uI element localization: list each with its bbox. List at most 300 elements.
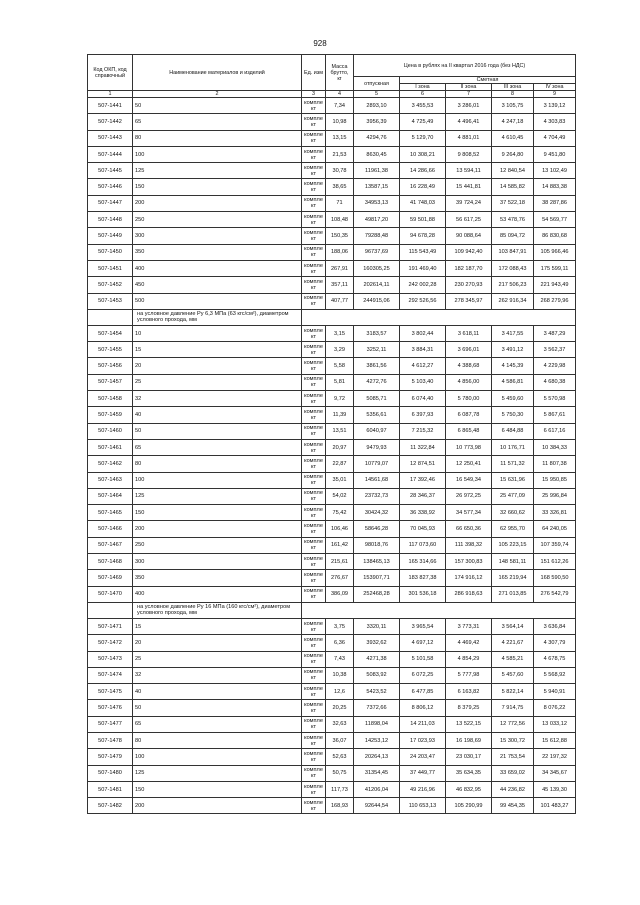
price-zone-4: 4 678,75 (534, 651, 576, 667)
price-wholesale: 4271,38 (354, 651, 400, 667)
item-unit: компле кт (302, 618, 326, 634)
table-row (88, 684, 576, 700)
price-zone-2: 3 696,01 (446, 342, 492, 358)
item-mass: 10,98 (326, 114, 354, 130)
table-row (88, 554, 576, 570)
price-wholesale: 3861,56 (354, 358, 400, 374)
item-name: 450 (133, 277, 302, 293)
price-zone-4: 4 704,49 (534, 130, 576, 146)
item-unit: компле кт (302, 146, 326, 162)
colnum-7: 7 (446, 91, 492, 98)
price-zone-3: 10 176,71 (492, 439, 534, 455)
price-zone-4: 5 570,98 (534, 391, 576, 407)
price-zone-2: 4 469,42 (446, 635, 492, 651)
item-mass: 30,78 (326, 163, 354, 179)
item-code: 507-1464 (88, 488, 133, 504)
price-zone-1: 59 501,88 (400, 212, 446, 228)
item-name: 500 (133, 293, 302, 309)
item-mass: 168,93 (326, 798, 354, 814)
price-zone-3: 217 506,23 (492, 277, 534, 293)
price-wholesale: 3956,39 (354, 114, 400, 130)
item-unit: компле кт (302, 537, 326, 553)
price-zone-4: 15 612,88 (534, 732, 576, 748)
price-zone-4: 9 451,80 (534, 146, 576, 162)
item-unit: компле кт (302, 798, 326, 814)
item-name: 25 (133, 374, 302, 390)
item-mass: 7,34 (326, 98, 354, 114)
price-zone-3: 99 454,35 (492, 798, 534, 814)
item-name: 20 (133, 635, 302, 651)
item-mass: 9,72 (326, 391, 354, 407)
price-zone-3: 5 457,60 (492, 667, 534, 683)
price-zone-1: 41 748,03 (400, 195, 446, 211)
item-code: 507-1453 (88, 293, 133, 309)
item-name: 150 (133, 505, 302, 521)
item-code: 507-1459 (88, 407, 133, 423)
item-code: 507-1444 (88, 146, 133, 162)
table-row (88, 472, 576, 488)
table-row (88, 195, 576, 211)
item-name: 100 (133, 472, 302, 488)
item-unit: компле кт (302, 586, 326, 602)
price-zone-1: 36 338,92 (400, 505, 446, 521)
price-zone-2: 39 724,24 (446, 195, 492, 211)
item-mass: 161,42 (326, 537, 354, 553)
price-zone-2: 4 388,68 (446, 358, 492, 374)
price-zone-4: 3 562,37 (534, 342, 576, 358)
price-zone-2: 109 942,40 (446, 244, 492, 260)
price-zone-1: 110 653,13 (400, 798, 446, 814)
item-code: 507-1473 (88, 651, 133, 667)
price-wholesale: 3932,62 (354, 635, 400, 651)
item-code: 507-1481 (88, 781, 133, 797)
item-mass: 21,53 (326, 146, 354, 162)
item-mass: 54,02 (326, 488, 354, 504)
item-mass: 3,29 (326, 342, 354, 358)
price-zone-1: 10 308,21 (400, 146, 446, 162)
table-row (88, 456, 576, 472)
item-unit: компле кт (302, 732, 326, 748)
item-mass: 117,73 (326, 781, 354, 797)
item-mass: 357,11 (326, 277, 354, 293)
price-zone-1: 3 455,53 (400, 98, 446, 114)
price-zone-2: 9 808,52 (446, 146, 492, 162)
item-name: 10 (133, 325, 302, 341)
price-zone-2: 35 634,35 (446, 765, 492, 781)
item-mass: 38,65 (326, 179, 354, 195)
item-unit: компле кт (302, 260, 326, 276)
price-zone-3: 172 088,43 (492, 260, 534, 276)
price-wholesale: 14253,12 (354, 732, 400, 748)
price-zone-3: 7 914,75 (492, 700, 534, 716)
price-zone-4: 4 303,83 (534, 114, 576, 130)
item-mass: 20,25 (326, 700, 354, 716)
price-wholesale: 96737,69 (354, 244, 400, 260)
item-name: 65 (133, 114, 302, 130)
table-row (88, 325, 576, 341)
table-row (88, 586, 576, 602)
price-zone-3: 4 586,81 (492, 374, 534, 390)
header-unit: Ед. изм (302, 55, 326, 91)
price-zone-3: 15 631,96 (492, 472, 534, 488)
price-wholesale: 138465,13 (354, 554, 400, 570)
table-row (88, 521, 576, 537)
item-name: 80 (133, 456, 302, 472)
price-wholesale: 98018,76 (354, 537, 400, 553)
price-zone-4: 168 590,50 (534, 570, 576, 586)
price-zone-2: 3 286,01 (446, 98, 492, 114)
price-zone-3: 105 223,15 (492, 537, 534, 553)
table-row (88, 667, 576, 683)
price-zone-4: 54 569,77 (534, 212, 576, 228)
price-zone-3: 262 916,34 (492, 293, 534, 309)
item-code: 507-1446 (88, 179, 133, 195)
item-code: 507-1476 (88, 700, 133, 716)
price-zone-3: 3 491,12 (492, 342, 534, 358)
item-name: 100 (133, 146, 302, 162)
price-zone-3: 12 772,56 (492, 716, 534, 732)
price-zone-3: 32 660,62 (492, 505, 534, 521)
item-name: 40 (133, 407, 302, 423)
item-name: 125 (133, 163, 302, 179)
price-zone-2: 4 854,29 (446, 651, 492, 667)
price-zone-4: 276 542,79 (534, 586, 576, 602)
item-mass: 50,75 (326, 765, 354, 781)
price-wholesale: 5423,52 (354, 684, 400, 700)
item-code: 507-1458 (88, 391, 133, 407)
price-zone-3: 103 847,91 (492, 244, 534, 260)
header-price-title: Цена в рублях на II квартал 2016 года (без НДС) (354, 55, 576, 77)
item-unit: компле кт (302, 114, 326, 130)
price-zone-4: 33 326,81 (534, 505, 576, 521)
price-wholesale: 4294,76 (354, 130, 400, 146)
table-row (88, 146, 576, 162)
price-wholesale: 4272,76 (354, 374, 400, 390)
price-zone-2: 4 496,41 (446, 114, 492, 130)
item-unit: компле кт (302, 781, 326, 797)
price-zone-1: 242 002,28 (400, 277, 446, 293)
item-name: 200 (133, 195, 302, 211)
price-zone-3: 271 013,85 (492, 586, 534, 602)
table-row (88, 423, 576, 439)
price-zone-4: 175 599,11 (534, 260, 576, 276)
price-zone-3: 4 585,21 (492, 651, 534, 667)
item-mass: 106,46 (326, 521, 354, 537)
item-name: 80 (133, 732, 302, 748)
item-code: 507-1470 (88, 586, 133, 602)
item-unit: компле кт (302, 358, 326, 374)
item-code: 507-1457 (88, 374, 133, 390)
item-mass: 71 (326, 195, 354, 211)
item-mass: 10,38 (326, 667, 354, 683)
price-zone-4: 14 883,38 (534, 179, 576, 195)
price-wholesale: 202614,11 (354, 277, 400, 293)
price-zone-4: 10 384,33 (534, 439, 576, 455)
item-code: 507-1450 (88, 244, 133, 260)
price-zone-2: 182 187,70 (446, 260, 492, 276)
item-name: 200 (133, 521, 302, 537)
item-name: 200 (133, 798, 302, 814)
table-row (88, 260, 576, 276)
item-mass: 6,36 (326, 635, 354, 651)
price-wholesale: 14561,68 (354, 472, 400, 488)
item-mass: 22,87 (326, 456, 354, 472)
price-zone-1: 191 469,40 (400, 260, 446, 276)
price-zone-4: 8 076,22 (534, 700, 576, 716)
price-zone-1: 4 697,12 (400, 635, 446, 651)
table-row (88, 700, 576, 716)
header-wholesale: отпускная (354, 77, 400, 91)
item-mass: 188,06 (326, 244, 354, 260)
item-unit: компле кт (302, 195, 326, 211)
price-zone-1: 17 023,93 (400, 732, 446, 748)
price-zone-2: 8 379,25 (446, 700, 492, 716)
price-zone-1: 301 536,18 (400, 586, 446, 602)
page-number: 928 (313, 39, 327, 48)
price-zone-1: 6 072,25 (400, 667, 446, 683)
item-name: 150 (133, 781, 302, 797)
price-table (87, 54, 576, 814)
price-zone-2: 16 198,69 (446, 732, 492, 748)
price-zone-2: 157 300,83 (446, 554, 492, 570)
table-row (88, 358, 576, 374)
price-zone-4: 5 940,91 (534, 684, 576, 700)
price-zone-3: 5 459,60 (492, 391, 534, 407)
item-mass: 276,67 (326, 570, 354, 586)
price-zone-3: 5 750,30 (492, 407, 534, 423)
item-code: 507-1462 (88, 456, 133, 472)
price-wholesale: 34953,13 (354, 195, 400, 211)
item-mass: 5,81 (326, 374, 354, 390)
price-wholesale: 244915,06 (354, 293, 400, 309)
price-zone-4: 34 345,67 (534, 765, 576, 781)
table-row (88, 130, 576, 146)
price-wholesale: 11898,04 (354, 716, 400, 732)
price-zone-3: 3 105,75 (492, 98, 534, 114)
price-wholesale: 10779,07 (354, 456, 400, 472)
price-zone-4: 6 617,16 (534, 423, 576, 439)
table-row (88, 391, 576, 407)
item-code: 507-1456 (88, 358, 133, 374)
price-zone-3: 53 478,76 (492, 212, 534, 228)
price-wholesale: 252468,28 (354, 586, 400, 602)
price-zone-1: 28 346,37 (400, 488, 446, 504)
item-mass: 267,91 (326, 260, 354, 276)
item-code: 507-1451 (88, 260, 133, 276)
price-zone-3: 14 585,82 (492, 179, 534, 195)
item-code: 507-1467 (88, 537, 133, 553)
item-mass: 32,63 (326, 716, 354, 732)
table-row (88, 488, 576, 504)
price-zone-4: 86 830,68 (534, 228, 576, 244)
price-zone-4: 5 867,61 (534, 407, 576, 423)
section-empty-cell (302, 602, 576, 618)
item-code: 507-1477 (88, 716, 133, 732)
item-unit: компле кт (302, 130, 326, 146)
item-code: 507-1443 (88, 130, 133, 146)
item-mass: 36,07 (326, 732, 354, 748)
table-row (88, 635, 576, 651)
table-row (88, 98, 576, 114)
item-unit: компле кт (302, 472, 326, 488)
item-name: 350 (133, 244, 302, 260)
price-zone-1: 94 678,28 (400, 228, 446, 244)
price-wholesale: 30424,32 (354, 505, 400, 521)
item-unit: компле кт (302, 651, 326, 667)
section-header-row (88, 602, 576, 618)
price-zone-3: 3 564,14 (492, 618, 534, 634)
price-wholesale: 8630,45 (354, 146, 400, 162)
table-row (88, 163, 576, 179)
price-zone-1: 7 215,32 (400, 423, 446, 439)
item-code: 507-1482 (88, 798, 133, 814)
price-zone-2: 6 087,78 (446, 407, 492, 423)
price-zone-2: 278 345,97 (446, 293, 492, 309)
price-zone-3: 37 522,18 (492, 195, 534, 211)
price-zone-4: 268 279,96 (534, 293, 576, 309)
item-name: 250 (133, 537, 302, 553)
item-name: 100 (133, 749, 302, 765)
colnum-5: 5 (354, 91, 400, 98)
item-mass: 386,09 (326, 586, 354, 602)
item-name: 40 (133, 684, 302, 700)
table-row (88, 212, 576, 228)
price-zone-3: 11 571,32 (492, 456, 534, 472)
item-unit: компле кт (302, 684, 326, 700)
price-zone-1: 11 322,84 (400, 439, 446, 455)
item-code: 507-1454 (88, 325, 133, 341)
item-name: 50 (133, 98, 302, 114)
item-code: 507-1442 (88, 114, 133, 130)
price-zone-1: 3 884,31 (400, 342, 446, 358)
price-zone-2: 90 088,64 (446, 228, 492, 244)
table-row (88, 749, 576, 765)
item-code: 507-1449 (88, 228, 133, 244)
item-code: 507-1448 (88, 212, 133, 228)
price-zone-2: 13 594,11 (446, 163, 492, 179)
price-zone-1: 3 802,44 (400, 325, 446, 341)
price-zone-3: 4 247,18 (492, 114, 534, 130)
item-name: 15 (133, 342, 302, 358)
price-zone-1: 183 827,38 (400, 570, 446, 586)
item-name: 400 (133, 260, 302, 276)
price-zone-4: 4 680,38 (534, 374, 576, 390)
price-zone-4: 45 139,30 (534, 781, 576, 797)
price-zone-3: 15 300,72 (492, 732, 534, 748)
price-zone-2: 16 549,34 (446, 472, 492, 488)
price-zone-3: 85 094,72 (492, 228, 534, 244)
item-unit: компле кт (302, 456, 326, 472)
price-zone-2: 105 290,99 (446, 798, 492, 814)
section-code-cell (88, 602, 133, 618)
price-zone-4: 221 943,49 (534, 277, 576, 293)
item-mass: 215,61 (326, 554, 354, 570)
item-code: 507-1468 (88, 554, 133, 570)
price-zone-4: 64 240,05 (534, 521, 576, 537)
item-code: 507-1452 (88, 277, 133, 293)
price-zone-1: 6 074,40 (400, 391, 446, 407)
item-mass: 11,39 (326, 407, 354, 423)
price-zone-3: 148 581,11 (492, 554, 534, 570)
price-wholesale: 79288,48 (354, 228, 400, 244)
price-zone-3: 21 753,54 (492, 749, 534, 765)
price-zone-3: 4 221,67 (492, 635, 534, 651)
price-wholesale: 160305,25 (354, 260, 400, 276)
price-zone-1: 4 612,27 (400, 358, 446, 374)
price-wholesale: 3252,11 (354, 342, 400, 358)
item-code: 507-1474 (88, 667, 133, 683)
price-zone-4: 4 307,79 (534, 635, 576, 651)
item-unit: компле кт (302, 667, 326, 683)
table-row (88, 618, 576, 634)
item-code: 507-1465 (88, 505, 133, 521)
item-code: 507-1478 (88, 732, 133, 748)
table-row (88, 537, 576, 553)
item-name: 32 (133, 391, 302, 407)
item-code: 507-1471 (88, 618, 133, 634)
price-zone-1: 14 286,66 (400, 163, 446, 179)
price-wholesale: 31354,45 (354, 765, 400, 781)
table-row (88, 342, 576, 358)
price-zone-2: 230 270,93 (446, 277, 492, 293)
item-name: 32 (133, 667, 302, 683)
price-wholesale: 13587,15 (354, 179, 400, 195)
table-row (88, 798, 576, 814)
price-zone-1: 5 101,58 (400, 651, 446, 667)
item-name: 250 (133, 212, 302, 228)
price-wholesale: 49817,20 (354, 212, 400, 228)
price-zone-4: 3 487,29 (534, 325, 576, 341)
item-code: 507-1460 (88, 423, 133, 439)
table-row (88, 505, 576, 521)
item-mass: 3,75 (326, 618, 354, 634)
item-name: 80 (133, 130, 302, 146)
item-unit: компле кт (302, 244, 326, 260)
table-row (88, 732, 576, 748)
price-zone-3: 5 822,14 (492, 684, 534, 700)
price-wholesale: 7372,66 (354, 700, 400, 716)
price-zone-2: 34 577,34 (446, 505, 492, 521)
price-zone-3: 12 840,54 (492, 163, 534, 179)
price-wholesale: 9479,93 (354, 439, 400, 455)
price-zone-4: 13 102,49 (534, 163, 576, 179)
price-zone-2: 111 398,32 (446, 537, 492, 553)
price-zone-1: 292 526,56 (400, 293, 446, 309)
item-code: 507-1469 (88, 570, 133, 586)
item-code: 507-1463 (88, 472, 133, 488)
section-code-cell (88, 309, 133, 325)
price-zone-3: 9 264,80 (492, 146, 534, 162)
item-mass: 52,63 (326, 749, 354, 765)
item-mass: 20,97 (326, 439, 354, 455)
price-zone-1: 117 073,60 (400, 537, 446, 553)
table-row (88, 228, 576, 244)
table-row (88, 570, 576, 586)
colnum-8: 8 (492, 91, 534, 98)
item-name: 50 (133, 423, 302, 439)
item-name: 65 (133, 439, 302, 455)
item-code: 507-1455 (88, 342, 133, 358)
price-wholesale: 92644,54 (354, 798, 400, 814)
item-unit: компле кт (302, 179, 326, 195)
colnum-1: 1 (88, 91, 133, 98)
item-unit: компле кт (302, 391, 326, 407)
price-zone-4: 107 359,74 (534, 537, 576, 553)
price-zone-1: 5 103,40 (400, 374, 446, 390)
table-row (88, 651, 576, 667)
price-wholesale: 11961,38 (354, 163, 400, 179)
item-code: 507-1472 (88, 635, 133, 651)
